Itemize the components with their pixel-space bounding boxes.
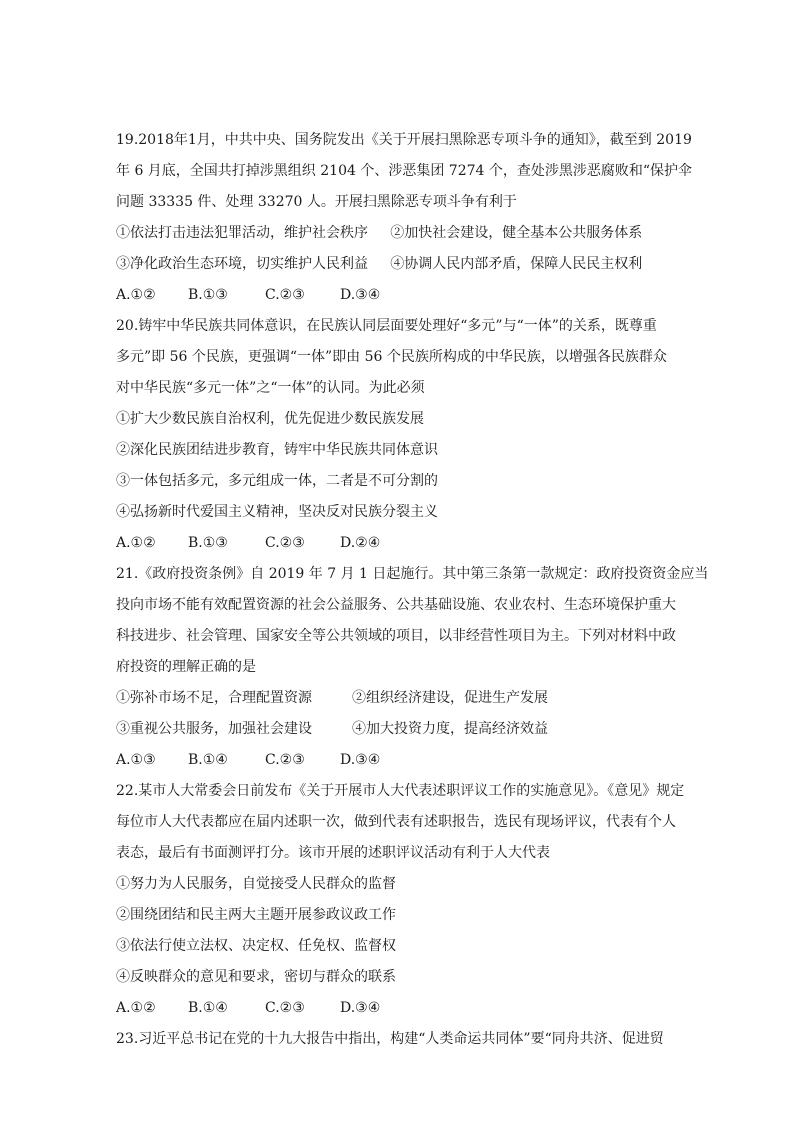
question-20-stem-line-2: 多元”即 56 个民族，更强调“一体”即由 56 个民族所构成的中华民族，以增强各民族群众	[116, 349, 667, 365]
option-d: D.③④	[340, 287, 381, 303]
question-21-options	[116, 751, 400, 769]
question-22-stem-line-1: 22.某市人大常委会日前发布《关于开展市人大代表述职评议工作的实施意见》。《意见》规定	[116, 783, 685, 799]
option-d: D.③④	[340, 1000, 381, 1016]
question-23-stem-line-1: 23.习近平总书记在党的十九大报告中指出，构建“人类命运共同体”要“同舟共济、促进贸	[116, 1031, 664, 1047]
question-20-statement-2: ②深化民族团结进步教育，铸牢中华民族共同体意识	[116, 442, 438, 458]
option-a: A.①②	[116, 535, 156, 551]
option-c: C.②③	[265, 535, 305, 551]
question-22-statement-1: ①努力为人民服务，自觉接受人民群众的监督	[116, 876, 396, 892]
question-20-stem-line-1: 20.铸牢中华民族共同体意识，在民族认同层面要处理好“多元”与“一体”的关系，既尊重	[116, 318, 657, 334]
question-20-statement-1: ①扩大少数民族自治权利，优先促进少数民族发展	[116, 411, 424, 427]
question-22-stem-line-2: 每位市人大代表都应在届内述职一次，做到代表有述职报告，选民有现场评议，代表有个人	[116, 814, 676, 830]
question-21-stem-line-3: 科技进步、社会管理、国家安全等公共领域的项目，以非经营性项目为主。下列对材料中政	[116, 628, 676, 644]
question-22-options	[116, 999, 400, 1017]
question-19-statements-3-4: ③净化政治生态环境，切实维护人民利益 ④协调人民内部矛盾，保障人民民主权利	[116, 256, 643, 272]
question-22-statement-3: ③依法行使立法权、决定权、任免权、监督权	[116, 938, 396, 954]
option-b: B.①④	[188, 1000, 228, 1016]
option-a: A.①②	[116, 287, 156, 303]
question-21-stem-line-4: 府投资的理解正确的是	[116, 659, 256, 675]
question-19-stem-line-1: 19.2018年1月，中共中央、国务院发出《关于开展扫黑除恶专项斗争的通知》，截至到 2019	[116, 132, 692, 148]
option-b: B.①③	[188, 535, 228, 551]
option-a: A.①③	[116, 752, 156, 768]
question-20-statement-3: ③一体包括多元，多元组成一体，二者是不可分割的	[116, 473, 438, 489]
question-21-statements-3-4: ③重视公共服务，加强社会建设 ④加大投资力度，提高经济效益	[116, 721, 549, 737]
question-19-stem-line-2: 年 6 月底，全国共打掉涉黑组织 2104 个、涉恶集团 7274 个，查处涉黑涉恶腐败和“保护伞	[116, 163, 693, 179]
question-20-stem-line-3: 对中华民族“多元一体”之“一体”的认同。为此必须	[116, 380, 425, 396]
question-19-options	[116, 286, 400, 304]
option-c: C.②③	[265, 752, 305, 768]
option-d: D.③④	[340, 752, 381, 768]
question-20-statement-4: ④弘扬新时代爱国主义精神，坚决反对民族分裂主义	[116, 504, 438, 520]
option-c: C.②③	[265, 1000, 305, 1016]
question-22-stem-line-3: 表态，最后有书面测评打分。该市开展的述职评议活动有利于人大代表	[116, 845, 550, 861]
option-b: B.①④	[188, 752, 228, 768]
option-b: B.①③	[188, 287, 228, 303]
option-d: D.②④	[340, 535, 381, 551]
option-c: C.②③	[265, 287, 305, 303]
question-19-stem-line-3: 问题 33335 件、处理 33270 人。开展扫黑除恶专项斗争有利于	[116, 194, 517, 210]
question-22-statement-2: ②围绕团结和民主两大主题开展参政议政工作	[116, 907, 396, 923]
option-a: A.①②	[116, 1000, 156, 1016]
question-22-statement-4: ④反映群众的意见和要求，密切与群众的联系	[116, 969, 396, 985]
question-21-stem-line-2: 投向市场不能有效配置资源的社会公益服务、公共基础设施、农业农村、生态环境保护重大	[116, 597, 676, 613]
question-19-statements-1-2: ①依法打击违法犯罪活动，维护社会秩序 ②加快社会建设，健全基本公共服务体系	[116, 225, 643, 241]
question-21-stem-line-1: 21.《政府投资条例》自 2019 年 7 月 1 日起施行。其中第三条第一款规定：政府投资资金应当	[116, 566, 709, 582]
question-21-statements-1-2: ①弥补市场不足，合理配置资源 ②组织经济建设，促进生产发展	[116, 690, 549, 706]
question-20-options	[116, 534, 400, 552]
